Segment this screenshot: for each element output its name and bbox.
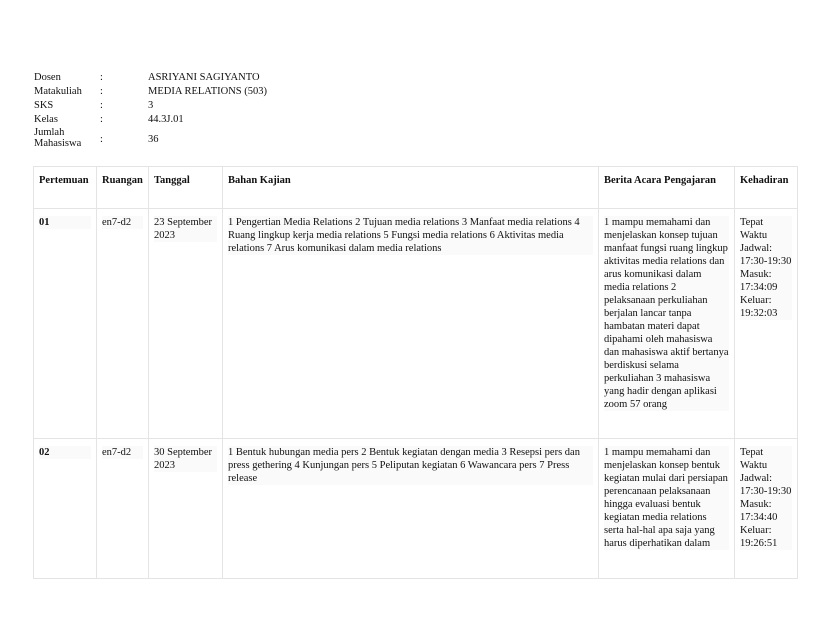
info-label: Matakuliah [34,86,82,97]
cell-berita-acara [599,439,735,579]
info-row-kelas [34,113,267,127]
cell-berita-acara [599,209,735,439]
cell-text: 1 Pengertian Media Relations 2 Tujuan media relations 3 Manfaat media relations 4 Ruang lingkup kerja media relations 5 Fungsi media relations 6 Aktivitas media relations 7 Arus komunikasi dalam media relations [228,216,593,255]
header-bahan-kajian: Bahan Kajian [223,167,599,209]
info-value: 36 [148,134,159,145]
info-value: MEDIA RELATIONS (503) [148,86,267,97]
cell-tanggal [149,209,223,439]
info-label: Dosen [34,72,61,83]
table-header-row [34,167,798,209]
table-row [34,439,798,579]
cell-kehadiran [735,209,798,439]
cell-text: 1 mampu memahami dan menjelaskan konsep bentuk kegiatan mulai dari persiapan perencanaan pelaksanaan hingga evaluasi bentuk kegiatan media relations serta hal-hal apa saja yang harus diperhatikan dalam [604,447,728,549]
table-row [34,209,798,439]
cell-text: en7-d2 [102,446,143,459]
header-pertemuan: Pertemuan [34,167,97,209]
cell-text: Tepat Waktu Jadwal: 17:30-19:30 Masuk: 17:34:09 Keluar: 19:32:03 [740,217,792,319]
info-label [34,127,100,149]
header-ruangan: Ruangan [97,167,149,209]
header-kehadiran: Kehadiran [735,167,798,209]
info-value: 3 [148,100,154,111]
cell-pertemuan [34,439,97,579]
cell-text: 30 September 2023 [154,446,217,472]
info-row-dosen [34,71,267,85]
info-colon: : [100,134,103,145]
info-label: Kelas [34,114,58,125]
info-row-sks [34,99,267,113]
info-value: 44.3J.01 [148,114,184,125]
cell-kehadiran [735,439,798,579]
cell-text: 02 [39,446,91,459]
info-label-line2: Mahasiswa [34,138,82,149]
header-tanggal: Tanggal [149,167,223,209]
info-colon: : [100,72,103,83]
cell-ruangan [97,209,149,439]
info-colon: : [100,114,103,125]
info-value: ASRIYANI SAGIYANTO [148,72,260,83]
course-info [34,71,267,149]
info-colon: : [100,86,103,97]
header-berita-acara: Berita Acara Pengajaran [599,167,735,209]
cell-text: 1 Bentuk hubungan media pers 2 Bentuk kegiatan dengan media 3 Resepsi pers dan press gethering 4 Kunjungan pers 5 Peliputan kegiatan 6 Wawancara pers 7 Press release [228,446,593,485]
cell-ruangan [97,439,149,579]
info-colon: : [100,100,103,111]
info-label-line1: Jumlah [34,127,65,138]
cell-bahan-kajian [223,439,599,579]
cell-text: en7-d2 [102,216,143,229]
info-row-jumlah [34,127,267,149]
cell-tanggal [149,439,223,579]
attendance-table [33,166,798,579]
cell-text: 1 mampu memahami dan menjelaskan konsep tujuan manfaat fungsi ruang lingkup aktivitas media relations dan arus komunikasi dalam media relations 2 pelaksanaan perkuliahan berjalan lancar tanpa hambatan materi dapat dipahami oleh mahasiswa dan mahasiswa aktif bertanya berdiskusi selama perkuliahan 3 mahasiswa yang hadir dengan aplikasi zoom 57 orang [604,217,729,410]
cell-text: 01 [39,216,91,229]
cell-text: Tepat Waktu Jadwal: 17:30-19:30 Masuk: 17:34:40 Keluar: 19:26:51 [740,447,792,549]
cell-pertemuan [34,209,97,439]
info-label: SKS [34,100,54,111]
cell-text: 23 September 2023 [154,216,217,242]
cell-bahan-kajian [223,209,599,439]
info-row-matakuliah [34,85,267,99]
